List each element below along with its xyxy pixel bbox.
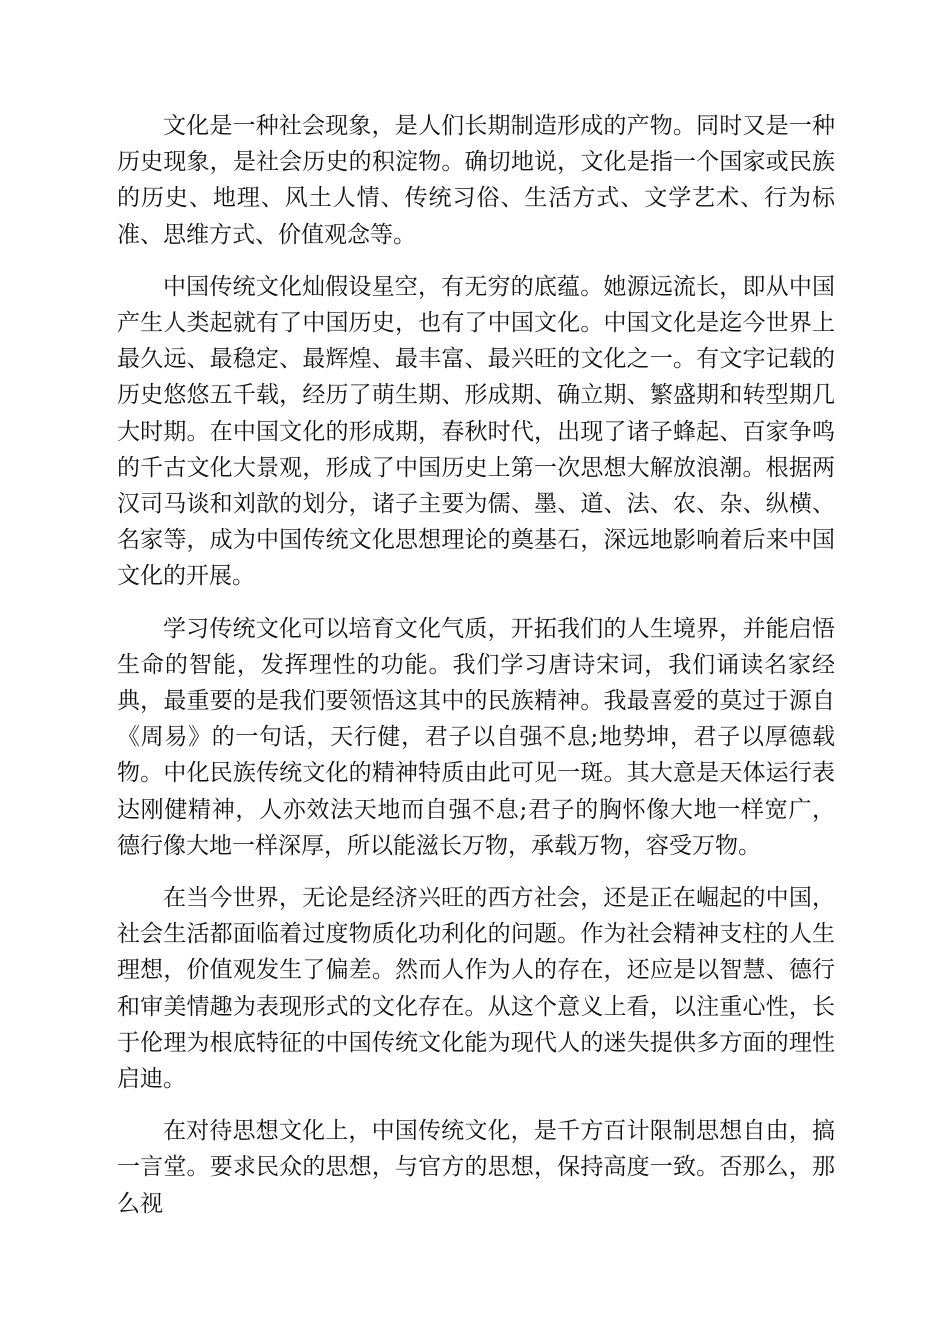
paragraph-chinese-traditional-culture: 中国传统文化灿假设星空，有无穷的底蕴。她源远流长，即从中国产生人类起就有了中国历史，也有了中国文化。中国文化是迄今世界上最久远、最稳定、最辉煌、最丰富、最兴旺的文化之一。有文字记载的历史悠悠五千载，经历了萌生期、形成期、确立期、繁盛期和转型期几大时期。在中国文化的形成期，春秋时代，出现了诸子蜂起、百家争鸣的千古文化大景观，形成了中国历史上第一次思想大解放浪潮。根据两汉司马谈和刘歆的划分，诸子主要为儒、墨、道、法、农、杂、纵横、名家等，成为中国传统文化思想理论的奠基石，深远地影响着后来中国文化的开展。 — [117, 273, 835, 590]
paragraph-culture-definition: 文化是一种社会现象，是人们长期制造形成的产物。同时又是一种历史现象，是社会历史的积淀物。确切地说，文化是指一个国家或民族的历史、地理、风土人情、传统习俗、生活方式、文学艺术、行为标准、思维方式、价值观念等。 — [117, 113, 835, 248]
paragraph-learning-traditional-culture: 学习传统文化可以培育文化气质，开拓我们的人生境界，并能启悟生命的智能，发挥理性的功能。我们学习唐诗宋词，我们诵读名家经典，最重要的是我们要领悟这其中的民族精神。我最喜爱的莫过于源自《周易》的一句话，天行健，君子以自强不息;地势坤，君子以厚德载物。中化民族传统文化的精神特质由此可见一斑。其大意是天体运行表达刚健精神，人亦效法天地而自强不息;君子的胸怀像大地一样宽广，德行像大地一样深厚，所以能滋长万物，承载万物，容受万物。 — [117, 615, 835, 859]
document-page — [117, 108, 835, 1238]
paragraph-thought-culture: 在对待思想文化上，中国传统文化，是千方百计限制思想自由，搞一言堂。要求民众的思想，与官方的思想，保持高度一致。否那么，那么视 — [117, 1118, 835, 1217]
paragraph-modern-world: 在当今世界，无论是经济兴旺的西方社会，还是正在崛起的中国，社会生活都面临着过度物质化功利化的问题。作为社会精神支柱的人生理想，价值观发生了偏差。然而人作为人的存在，还应是以智慧、德行和审美情趣为表现形式的文化存在。从这个意义上看，以注重心性，长于伦理为根底特征的中国传统文化能为现代人的迷失提供多方面的理性启迪。 — [117, 885, 835, 1093]
